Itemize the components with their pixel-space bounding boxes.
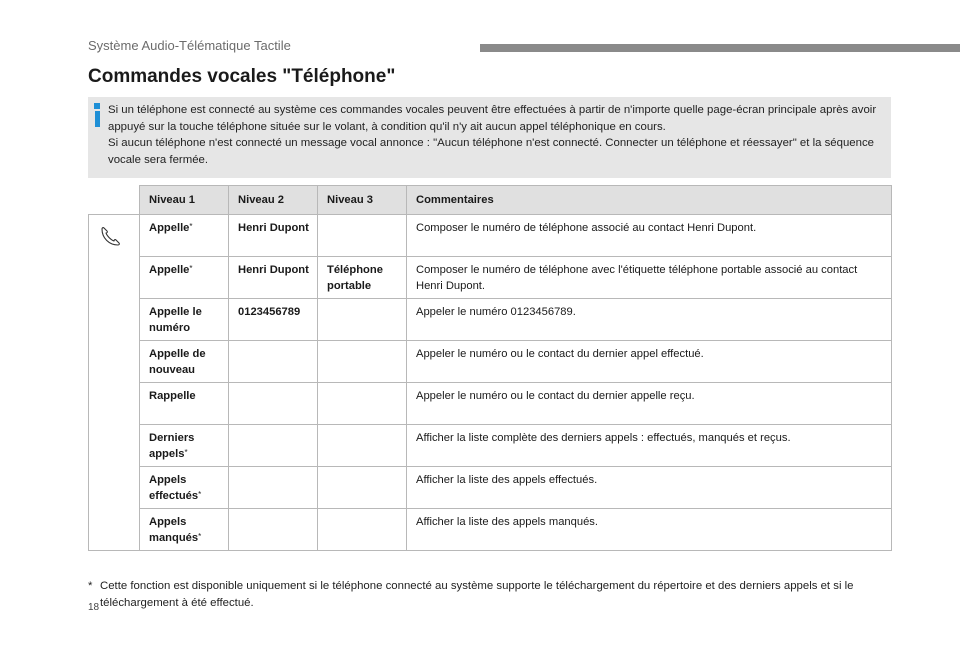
cell-level-3 [318, 341, 407, 383]
table-header-commentaires: Commentaires [407, 186, 892, 215]
info-paragraph-2: Si aucun téléphone n'est connecté un message vocal annonce : "Aucun téléphone n'est connecté. Connecter un téléphone et réessayer" et la séquence vocale sera fermée. [108, 137, 875, 166]
cell-level-1: Appels effectués* [140, 467, 229, 509]
cell-level-3: Téléphone portable [318, 257, 407, 299]
table-row [89, 467, 892, 509]
cell-level-3 [318, 299, 407, 341]
cell-level-3 [318, 509, 407, 551]
table-row [89, 425, 892, 467]
cell-level-1: Appelle de nouveau [140, 341, 229, 383]
table-row [89, 509, 892, 551]
table-header-blank [89, 186, 140, 215]
cell-level-3 [318, 425, 407, 467]
table-header-niveau-1: Niveau 1 [140, 186, 229, 215]
cell-level-3 [318, 215, 407, 257]
cell-level-2 [229, 425, 318, 467]
table-row [89, 341, 892, 383]
table-row [89, 215, 892, 257]
info-paragraph-1: Si un téléphone est connecté au système ces commandes vocales peuvent être effectuées à partir de n'importe quelle page-écran principale après avoir appuyé sur la touche téléphone située sur le volant, à condition qu'il n'y ait aucun appel téléphonique en cours. [108, 104, 877, 133]
cell-level-2 [229, 383, 318, 425]
header-title: Système Audio-Télématique Tactile [88, 38, 291, 53]
cell-level-1: Appelle le numéro [140, 299, 229, 341]
footnote-text: Cette fonction est disponible uniquement si le téléphone connecté au système supporte le téléchargement du répertoire et des derniers appels et si le téléchargement à été effectué. [100, 580, 854, 609]
footnote-marker: * [88, 580, 93, 592]
cell-level-3 [318, 467, 407, 509]
phone-icon-cell [89, 215, 140, 551]
table-header-niveau-2: Niveau 2 [229, 186, 318, 215]
info-icon [93, 103, 102, 127]
cell-comment: Appeler le numéro ou le contact du dernier appelle reçu. [407, 383, 892, 425]
cell-level-2: Henri Dupont [229, 215, 318, 257]
info-box [88, 97, 891, 178]
cell-level-2 [229, 341, 318, 383]
page-number: 18 [88, 602, 100, 613]
cell-level-1: Appelle* [140, 215, 229, 257]
section-title: Commandes vocales "Téléphone" [88, 66, 396, 87]
cell-comment: Appeler le numéro 0123456789. [407, 299, 892, 341]
footnote [88, 578, 888, 611]
cell-level-2 [229, 509, 318, 551]
table-row [89, 257, 892, 299]
phone-handset-icon [99, 225, 123, 249]
header-bar [480, 44, 960, 52]
table-header-niveau-3: Niveau 3 [318, 186, 407, 215]
cell-comment: Afficher la liste des appels effectués. [407, 467, 892, 509]
cell-level-2: 0123456789 [229, 299, 318, 341]
cell-comment: Afficher la liste des appels manqués. [407, 509, 892, 551]
table-row [89, 383, 892, 425]
cell-comment: Composer le numéro de téléphone associé au contact Henri Dupont. [407, 215, 892, 257]
cell-level-2: Henri Dupont [229, 257, 318, 299]
cell-level-1: Derniers appels* [140, 425, 229, 467]
cell-comment: Afficher la liste complète des derniers appels : effectués, manqués et reçus. [407, 425, 892, 467]
cell-level-1: Appelle* [140, 257, 229, 299]
cell-level-2 [229, 467, 318, 509]
cell-level-1: Appels manqués* [140, 509, 229, 551]
voice-commands-table [88, 185, 892, 551]
cell-comment: Appeler le numéro ou le contact du dernier appel effectué. [407, 341, 892, 383]
cell-level-1: Rappelle [140, 383, 229, 425]
table-row [89, 299, 892, 341]
cell-level-3 [318, 383, 407, 425]
cell-comment: Composer le numéro de téléphone avec l'étiquette téléphone portable associé au contact Henri Dupont. [407, 257, 892, 299]
